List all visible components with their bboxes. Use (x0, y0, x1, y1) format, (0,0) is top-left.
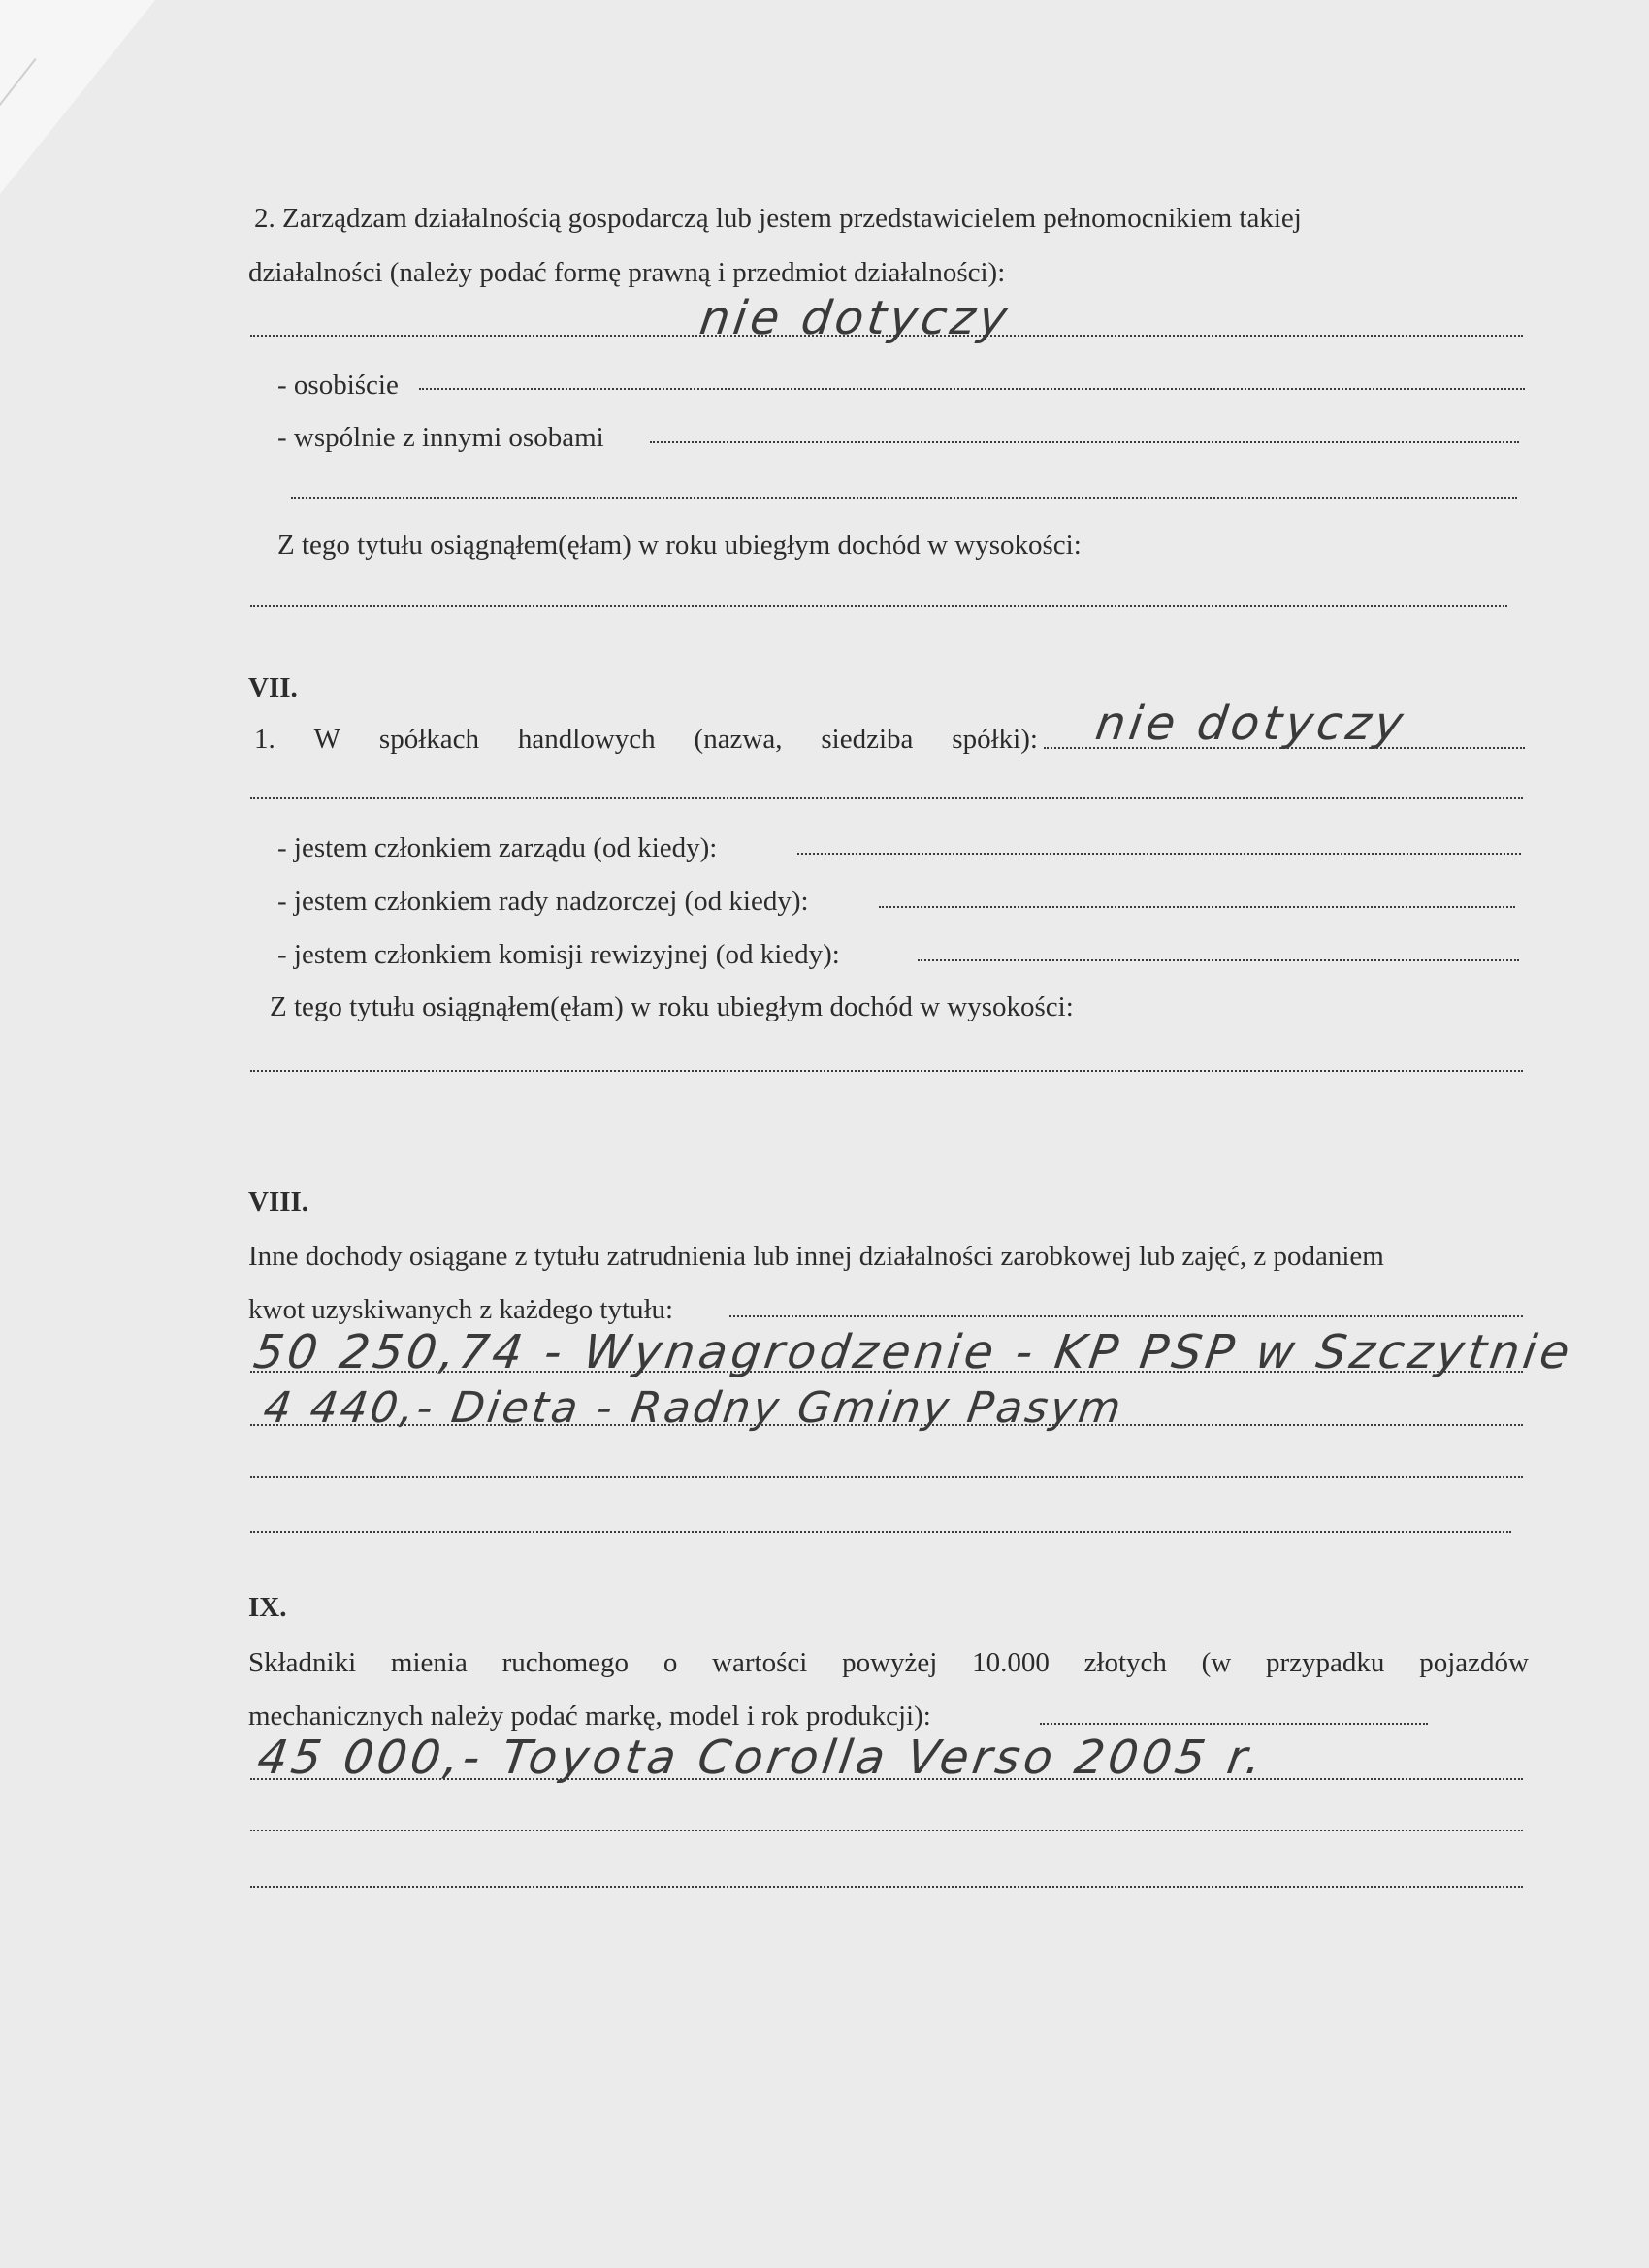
word: (nazwa, (694, 724, 783, 755)
supervisory-label: - jestem członkiem rady nadzorczej (od kiedy): (277, 886, 809, 917)
word: siedziba (821, 724, 914, 755)
word: przypadku (1266, 1647, 1385, 1678)
word: pojazdów (1419, 1647, 1529, 1678)
handwritten-vehicle: 45 000,- Toyota Corolla Verso 2005 r. (254, 1731, 1269, 1785)
personally-label: - osobiście (277, 370, 399, 401)
movable-assets-dotted-line-4 (250, 1886, 1523, 1888)
item2-line1: 2. Zarządzam działalnością gospodarczą lub jestem przedstawicielem pełnomocnikiem takiej (254, 203, 1302, 234)
companies-dotted-line-2 (250, 797, 1523, 799)
supervisory-dotted-line (879, 906, 1515, 908)
income-label-7: Z tego tytułu osiągnąłem(ęłam) w roku ubiegłym dochód w wysokości: (270, 991, 1074, 1022)
other-income-dotted-line-4 (250, 1476, 1523, 1478)
income-dotted-line-6 (250, 605, 1507, 607)
handwritten-not-applicable-7: nie dotyczy (1092, 697, 1410, 751)
word: o (663, 1647, 678, 1678)
jointly-label: - wspólnie z innymi osobami (277, 422, 604, 453)
movable-assets-dotted-line-3 (250, 1830, 1523, 1831)
income-label-6: Z tego tytułu osiągnąłem(ęłam) w roku ubiegłym dochód w wysokości: (277, 530, 1082, 561)
section-vii-heading: VII. (248, 672, 298, 703)
board-member-label: - jestem członkiem zarządu (od kiedy): (277, 832, 718, 863)
handwritten-not-applicable: nie dotyczy (696, 291, 1015, 345)
word: złotych (1083, 1647, 1167, 1678)
word: 10.000 (972, 1647, 1050, 1678)
movable-assets-dotted-line-2 (250, 1778, 1523, 1780)
word: (w (1201, 1647, 1232, 1678)
word: wartości (712, 1647, 808, 1678)
word: powyżej (842, 1647, 938, 1678)
jointly-dotted-line-2 (291, 497, 1517, 499)
word: Składniki (248, 1647, 357, 1678)
word: ruchomego (501, 1647, 630, 1678)
handwritten-salary: 50 250,74 - Wynagrodzenie - KP PSP w Szczytnie (250, 1325, 1577, 1379)
movable-assets-dotted-line (1040, 1723, 1428, 1725)
section-ix-line1 (248, 1646, 1529, 1679)
income-dotted-line-7 (250, 1070, 1523, 1072)
word: spółki): (952, 724, 1038, 755)
section-ix-line2: mechanicznych należy podać markę, model i rok produkcji): (248, 1701, 931, 1732)
handwritten-allowance: 4 440,- Dieta - Radny Gminy Pasym (260, 1383, 1127, 1433)
word: W (313, 724, 341, 755)
section-vii-item1 (254, 723, 1038, 756)
folded-corner (0, 0, 155, 194)
word: mienia (390, 1647, 468, 1678)
other-income-dotted-line-3 (250, 1424, 1523, 1426)
word: 1. (254, 724, 275, 755)
audit-label: - jestem członkiem komisji rewizyjnej (od kiedy): (277, 939, 840, 970)
word: spółkach (378, 724, 479, 755)
section-ix-heading: IX. (248, 1592, 287, 1623)
item2-line2: działalności (należy podać formę prawną i przedmiot działalności): (248, 257, 1006, 288)
other-income-dotted-line (729, 1315, 1523, 1317)
section-viii-line2: kwot uzyskiwanych z każdego tytułu: (248, 1294, 674, 1325)
jointly-dotted-line (650, 441, 1519, 443)
section-viii-heading: VIII. (248, 1186, 309, 1217)
personally-dotted-line (419, 388, 1525, 390)
other-income-dotted-line-5 (250, 1531, 1511, 1533)
audit-dotted-line (918, 959, 1519, 961)
board-member-dotted-line (797, 853, 1521, 855)
word: handlowych (517, 724, 656, 755)
section-viii-line1: Inne dochody osiągane z tytułu zatrudnienia lub innej działalności zarobkowej lub zajęć, z podaniem (248, 1241, 1384, 1272)
other-income-dotted-line-2 (250, 1371, 1523, 1373)
